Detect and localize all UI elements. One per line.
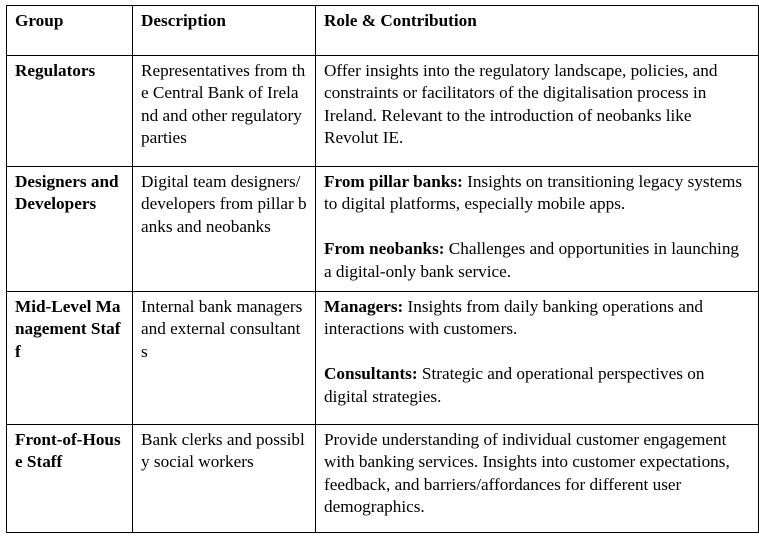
description-cell: Digital team designers/developers from pillar banks and neobanks xyxy=(133,167,316,292)
role-text: Strategic and operational perspectives on digital strategies. xyxy=(324,364,705,406)
role-paragraph xyxy=(324,363,750,408)
role-paragraph xyxy=(324,296,750,341)
stakeholder-table xyxy=(6,5,759,533)
table-header-row xyxy=(7,6,759,56)
role-cell: Provide understanding of individual customer engagement with banking services. Insights into customer expectations, feedback, and barriers/affordances for different user demographics. xyxy=(316,425,759,533)
role-lead: Managers: xyxy=(324,297,404,316)
role-text: Challenges and opportunities in launching a digital-only bank service. xyxy=(324,239,740,281)
description-cell: Bank clerks and possibly social workers xyxy=(133,425,316,533)
role-text: Insights on transitioning legacy systems to digital platforms, especially mobile apps. xyxy=(324,172,743,214)
role-cell xyxy=(316,167,759,292)
group-cell: Regulators xyxy=(7,56,133,167)
description-cell: Representatives from the Central Bank of Ireland and other regulatory parties xyxy=(133,56,316,167)
role-lead: From neobanks: xyxy=(324,239,445,259)
table-row xyxy=(7,167,759,292)
role-lead: From pillar banks: xyxy=(324,172,463,191)
header-description: Description xyxy=(133,6,316,56)
table-row xyxy=(7,425,759,533)
description-cell: Internal bank managers and external consultants xyxy=(133,292,316,425)
role-lead: Consultants: xyxy=(324,364,418,384)
role-paragraph xyxy=(324,238,750,283)
header-group: Group xyxy=(7,6,133,56)
group-cell: Mid-Level Management Staff xyxy=(7,292,133,425)
group-cell: Designers and Developers xyxy=(7,167,133,292)
role-cell xyxy=(316,292,759,425)
role-text: Insights from daily banking operations and interactions with customers. xyxy=(324,297,704,339)
table-row xyxy=(7,292,759,425)
table-row xyxy=(7,56,759,167)
group-cell: Front-of-House Staff xyxy=(7,425,133,533)
header-role-contribution: Role & Contribution xyxy=(316,6,759,56)
role-cell: Offer insights into the regulatory landscape, policies, and constraints or facilitators of the digitalisation process in Ireland. Relevant to the introduction of neobanks like Revolut IE. xyxy=(316,56,759,167)
role-paragraph xyxy=(324,171,750,216)
